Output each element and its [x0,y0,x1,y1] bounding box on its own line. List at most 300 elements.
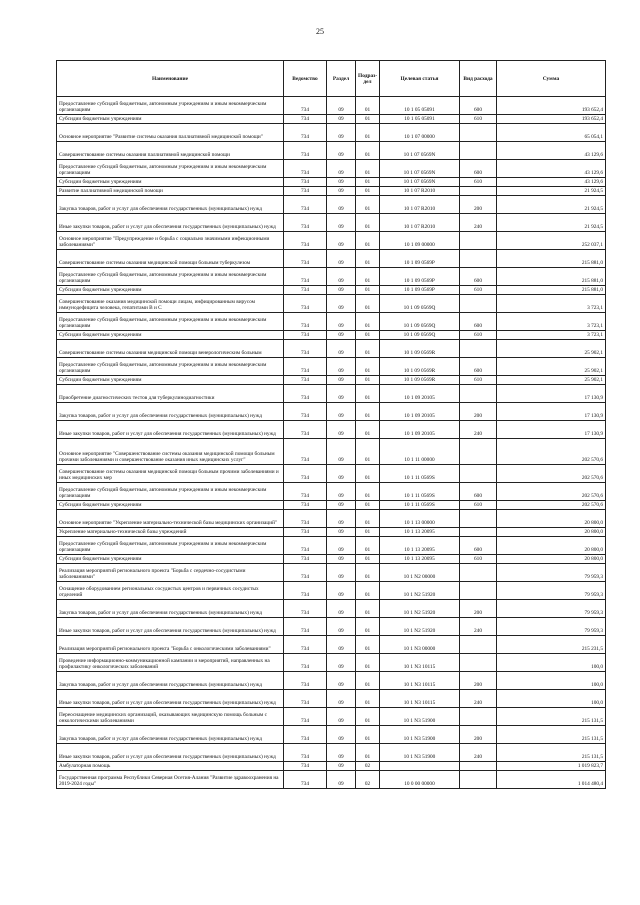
cell-podrazdel: 01 [356,618,380,636]
table-row [57,214,606,232]
cell-target: 10 1 09 00000 [380,232,460,250]
cell-sum: 202 570,6 [497,483,606,501]
cell-name: Основное мероприятие "Развитие системы оказания паллиативной медицинской помощи" [57,124,284,142]
cell-vid: 200 [460,196,497,214]
cell-razdel: 09 [327,555,356,564]
cell-target: 10 1 11 0569S [380,465,460,483]
cell-name: Амбулаторная помощь [57,762,284,771]
cell-vedomstvo: 734 [284,142,327,160]
cell-vedomstvo: 734 [284,214,327,232]
cell-podrazdel: 01 [356,600,380,618]
cell-name: Закупка товаров, работ и услуг для обеспечения государственных (муниципальных) нужд [57,726,284,744]
cell-podrazdel: 01 [356,708,380,726]
cell-podrazdel: 01 [356,124,380,142]
cell-name: Закупка товаров, работ и услуг для обеспечения государственных (муниципальных) нужд [57,600,284,618]
cell-podrazdel: 01 [356,97,380,115]
table-row [57,313,606,331]
cell-target: 10 1 07 R2010 [380,214,460,232]
cell-sum: 79 959,3 [497,600,606,618]
cell-name: Субсидии бюджетным учреждениям [57,115,284,124]
cell-vedomstvo: 734 [284,385,327,403]
cell-name: Приобретение диагностических тестов для туберкулинодиагностики [57,385,284,403]
table-header-row [57,61,606,97]
cell-podrazdel: 01 [356,340,380,358]
cell-name: Закупка товаров, работ и услуг для обеспечения государственных (муниципальных) нужд [57,672,284,690]
table-row [57,295,606,313]
table-row [57,142,606,160]
table-row [57,600,606,618]
cell-sum: 65 054,1 [497,124,606,142]
cell-podrazdel: 01 [356,483,380,501]
cell-vid: 240 [460,618,497,636]
table-row [57,97,606,115]
cell-vid: 610 [460,501,497,510]
header-vedomstvo: Ведомство [284,61,327,97]
table-row [57,268,606,286]
cell-vedomstvo: 734 [284,564,327,582]
table-row [57,331,606,340]
cell-sum: 17 130,9 [497,421,606,439]
cell-target: 10 1 N3 10115 [380,672,460,690]
cell-sum: 25 902,1 [497,376,606,385]
header-vid: Вид расхода [460,61,497,97]
cell-name: Субсидии бюджетным учреждениям [57,555,284,564]
cell-sum: 215 131,5 [497,726,606,744]
cell-target: 10 1 09 20105 [380,421,460,439]
cell-razdel: 09 [327,582,356,600]
cell-razdel: 09 [327,744,356,762]
cell-name: Совершенствование системы оказания медицинской помощи венерологическим больным [57,340,284,358]
cell-vedomstvo: 734 [284,636,327,654]
cell-podrazdel: 01 [356,376,380,385]
cell-razdel: 09 [327,331,356,340]
cell-vid [460,385,497,403]
cell-vedomstvo: 734 [284,501,327,510]
cell-vid: 610 [460,331,497,340]
cell-vid: 600 [460,313,497,331]
cell-target: 10 1 07 0569N [380,142,460,160]
cell-name: Иные закупки товаров, работ и услуг для обеспечения государственных (муниципальных) нужд [57,421,284,439]
cell-name: Закупка товаров, работ и услуг для обеспечения государственных (муниципальных) нужд [57,196,284,214]
table-row [57,501,606,510]
cell-vid: 240 [460,214,497,232]
cell-target: 10 1 09 0569R [380,340,460,358]
table-row [57,376,606,385]
cell-target: 10 1 07 0569N [380,178,460,187]
cell-vedomstvo: 734 [284,196,327,214]
cell-vid: 200 [460,672,497,690]
cell-name: Субсидии бюджетным учреждениям [57,286,284,295]
cell-podrazdel: 01 [356,187,380,196]
cell-podrazdel: 01 [356,313,380,331]
table-row [57,771,606,789]
cell-target: 10 1 09 0569Q [380,331,460,340]
table-body [57,97,606,789]
cell-target: 10 1 N3 51900 [380,708,460,726]
cell-razdel: 09 [327,600,356,618]
table-row [57,232,606,250]
cell-vedomstvo: 734 [284,708,327,726]
cell-razdel: 09 [327,385,356,403]
cell-vedomstvo: 734 [284,726,327,744]
cell-target: 10 1 N3 00000 [380,636,460,654]
cell-target: 10 1 13 00000 [380,510,460,528]
cell-vid: 200 [460,726,497,744]
table-row [57,726,606,744]
cell-target: 10 1 07 R2010 [380,187,460,196]
cell-name: Иные закупки товаров, работ и услуг для обеспечения государственных (муниципальных) нужд [57,744,284,762]
table-row [57,196,606,214]
cell-target: 10 1 N3 51900 [380,744,460,762]
cell-vedomstvo: 734 [284,528,327,537]
cell-vedomstvo: 734 [284,376,327,385]
cell-vid: 600 [460,483,497,501]
cell-podrazdel: 01 [356,726,380,744]
cell-sum: 79 959,3 [497,618,606,636]
cell-name: Реализация мероприятий регионального проекта "Борьба с сердечно-сосудистыми заболеваниями" [57,564,284,582]
cell-sum: 3 723,1 [497,313,606,331]
cell-vid [460,636,497,654]
table-row [57,555,606,564]
cell-podrazdel: 01 [356,142,380,160]
cell-podrazdel: 01 [356,465,380,483]
cell-vedomstvo: 734 [284,286,327,295]
cell-vedomstvo: 734 [284,403,327,421]
cell-target [380,762,460,771]
cell-podrazdel: 01 [356,232,380,250]
cell-target: 10 1 11 00000 [380,439,460,465]
cell-name: Предоставление субсидий бюджетным, автономным учреждениям и иным некоммерческим организациям [57,268,284,286]
cell-razdel: 09 [327,501,356,510]
cell-name: Государственная программа Республики Северная Осетия-Алания "Развитие здравоохранения на 2019-2024 годы" [57,771,284,789]
cell-podrazdel: 01 [356,214,380,232]
cell-podrazdel: 01 [356,582,380,600]
cell-vedomstvo: 734 [284,232,327,250]
table-row [57,286,606,295]
cell-target: 10 1 09 0569P [380,250,460,268]
cell-name: Субсидии бюджетным учреждениям [57,178,284,187]
cell-sum: 215 131,5 [497,744,606,762]
cell-vid [460,465,497,483]
cell-name: Проведение информационно-коммуникационной кампании и мероприятий, направленных на профилактику онкологических заболеваний [57,654,284,672]
cell-name: Предоставление субсидий бюджетным, автономным учреждениям и иным некоммерческим организациям [57,313,284,331]
cell-name: Предоставление субсидий бюджетным, автономным учреждениям и иным некоммерческим организациям [57,97,284,115]
cell-name: Предоставление субсидий бюджетным, автономным учреждениям и иным некоммерческим организациям [57,358,284,376]
cell-vid [460,564,497,582]
cell-name: Основное мероприятие "Предупреждение и борьба с социально значимыми инфекционными заболеваниями" [57,232,284,250]
cell-name: Основное мероприятие "Совершенствование системы оказания медицинской помощи больным прочими заболеваниями и совершенствование оказания иных медицинских услуг" [57,439,284,465]
cell-sum: 202 570,6 [497,501,606,510]
cell-target: 10 1 09 0569Q [380,295,460,313]
cell-target: 10 1 05 05091 [380,97,460,115]
cell-name: Основное мероприятие "Укрепление материально-технической базы медицинских организаций" [57,510,284,528]
cell-sum: 3 723,1 [497,295,606,313]
cell-vedomstvo: 734 [284,187,327,196]
cell-razdel: 09 [327,439,356,465]
cell-razdel: 09 [327,232,356,250]
table-row [57,762,606,771]
cell-sum: 193 652,4 [497,115,606,124]
cell-vedomstvo: 734 [284,250,327,268]
cell-razdel: 09 [327,690,356,708]
cell-target: 10 1 05 05091 [380,115,460,124]
cell-vedomstvo: 734 [284,268,327,286]
cell-vedomstvo: 734 [284,421,327,439]
header-razdel: Раздел [327,61,356,97]
cell-vid: 610 [460,555,497,564]
cell-sum: 79 959,3 [497,582,606,600]
cell-vid: 200 [460,600,497,618]
cell-vedomstvo: 734 [284,331,327,340]
cell-razdel: 09 [327,340,356,358]
cell-vid [460,232,497,250]
cell-sum: 215 881,0 [497,268,606,286]
cell-sum: 215 231,5 [497,636,606,654]
cell-vid [460,528,497,537]
cell-target: 10 1 09 20105 [380,403,460,421]
cell-razdel: 09 [327,268,356,286]
cell-target: 10 1 13 20095 [380,528,460,537]
cell-razdel: 09 [327,564,356,582]
table-row [57,537,606,555]
cell-vid [460,771,497,789]
cell-vid [460,187,497,196]
cell-vedomstvo: 734 [284,124,327,142]
cell-name: Реализация мероприятий регионального проекта "Борьба с онкологическими заболеваниями" [57,636,284,654]
cell-sum: 202 570,6 [497,439,606,465]
cell-target: 10 1 09 0569R [380,376,460,385]
cell-podrazdel: 01 [356,115,380,124]
cell-razdel: 09 [327,196,356,214]
cell-vid: 240 [460,690,497,708]
cell-razdel: 09 [327,250,356,268]
cell-vid: 600 [460,97,497,115]
table-row [57,708,606,726]
cell-sum: 215 881,0 [497,250,606,268]
cell-razdel: 09 [327,528,356,537]
cell-vid [460,340,497,358]
cell-podrazdel: 01 [356,385,380,403]
cell-razdel: 09 [327,762,356,771]
cell-target: 10 1 07 0569N [380,160,460,178]
cell-target: 10 1 09 0569P [380,268,460,286]
cell-sum: 252 037,1 [497,232,606,250]
cell-target: 10 1 N2 51920 [380,618,460,636]
page-number: 25 [316,27,324,36]
table-row [57,250,606,268]
cell-target: 10 1 11 0569S [380,501,460,510]
table-row [57,465,606,483]
cell-target: 10 1 N2 00000 [380,564,460,582]
table-row [57,744,606,762]
cell-vedomstvo: 734 [284,510,327,528]
cell-sum: 43 129,6 [497,142,606,160]
cell-vedomstvo: 734 [284,618,327,636]
cell-vid: 600 [460,268,497,286]
cell-vedomstvo: 734 [284,295,327,313]
cell-razdel: 09 [327,510,356,528]
cell-name: Совершенствование системы оказания медицинской помощи больным прочими заболеваниями и иных медицинских мер [57,465,284,483]
cell-podrazdel: 01 [356,160,380,178]
cell-vid: 610 [460,376,497,385]
cell-sum: 100,0 [497,672,606,690]
cell-razdel: 09 [327,708,356,726]
table-row [57,124,606,142]
cell-target: 10 1 09 0569R [380,358,460,376]
cell-name: Предоставление субсидий бюджетным, автономным учреждениям и иным некоммерческим организациям [57,160,284,178]
cell-razdel: 09 [327,672,356,690]
table-row [57,403,606,421]
cell-razdel: 09 [327,115,356,124]
table-row [57,582,606,600]
cell-name: Субсидии бюджетным учреждениям [57,376,284,385]
cell-vedomstvo: 734 [284,483,327,501]
cell-sum: 25 902,1 [497,358,606,376]
table-row [57,654,606,672]
table-row [57,690,606,708]
cell-sum: 21 924,5 [497,187,606,196]
cell-name: Совершенствование оказания медицинской помощи лицам, инфицированным вирусом иммунодефицита человека, гепатитами В и С [57,295,284,313]
table-row [57,636,606,654]
cell-vid [460,124,497,142]
cell-podrazdel: 01 [356,268,380,286]
cell-target: 10 1 N3 10115 [380,654,460,672]
cell-target: 10 1 07 00000 [380,124,460,142]
cell-podrazdel: 01 [356,331,380,340]
cell-podrazdel: 01 [356,564,380,582]
table-row [57,385,606,403]
cell-sum: 79 959,3 [497,564,606,582]
cell-vedomstvo: 734 [284,600,327,618]
cell-vid [460,708,497,726]
cell-podrazdel: 01 [356,537,380,555]
table-row [57,160,606,178]
cell-vid [460,654,497,672]
cell-name: Иные закупки товаров, работ и услуг для обеспечения государственных (муниципальных) нужд [57,618,284,636]
table-row [57,439,606,465]
cell-razdel: 09 [327,124,356,142]
cell-podrazdel: 02 [356,762,380,771]
cell-razdel: 09 [327,286,356,295]
cell-vid: 600 [460,358,497,376]
table-row [57,178,606,187]
table-row [57,510,606,528]
table-row [57,340,606,358]
cell-vid: 610 [460,178,497,187]
cell-razdel: 09 [327,618,356,636]
cell-razdel: 09 [327,313,356,331]
cell-sum: 43 129,6 [497,160,606,178]
cell-sum: 20 800,0 [497,510,606,528]
table-row [57,358,606,376]
cell-podrazdel: 01 [356,358,380,376]
cell-vid: 610 [460,115,497,124]
cell-podrazdel: 01 [356,196,380,214]
cell-vid [460,582,497,600]
cell-name: Укрепление материально-технической базы учреждений [57,528,284,537]
cell-name: Предоставление субсидий бюджетным, автономным учреждениям и иным некоммерческим организациям [57,483,284,501]
cell-name: Субсидии бюджетным учреждениям [57,331,284,340]
cell-target: 10 1 09 0569P [380,286,460,295]
budget-table [56,60,606,789]
cell-sum: 215 881,0 [497,286,606,295]
cell-vedomstvo: 734 [284,160,327,178]
cell-podrazdel: 01 [356,178,380,187]
cell-sum: 20 800,0 [497,537,606,555]
cell-podrazdel: 01 [356,286,380,295]
cell-sum: 25 902,1 [497,340,606,358]
cell-sum: 17 130,9 [497,403,606,421]
cell-sum: 193 652,4 [497,97,606,115]
cell-vid: 240 [460,744,497,762]
table-row [57,672,606,690]
cell-name: Переоснащение медицинских организаций, оказывающих медицинскую помощь больным с онкологическими заболеваниями [57,708,284,726]
cell-vedomstvo: 734 [284,654,327,672]
cell-vid [460,295,497,313]
cell-vedomstvo: 734 [284,358,327,376]
cell-podrazdel: 01 [356,295,380,313]
cell-podrazdel: 01 [356,421,380,439]
cell-target: 10 1 N3 51900 [380,726,460,744]
cell-vid: 600 [460,160,497,178]
cell-sum: 1 019 823,7 [497,762,606,771]
cell-vedomstvo: 734 [284,340,327,358]
cell-vid: 600 [460,537,497,555]
table-row [57,564,606,582]
cell-podrazdel: 01 [356,439,380,465]
cell-name: Закупка товаров, работ и услуг для обеспечения государственных (муниципальных) нужд [57,403,284,421]
cell-razdel: 09 [327,97,356,115]
cell-target: 10 1 13 20095 [380,555,460,564]
cell-target: 10 1 N2 51920 [380,600,460,618]
cell-razdel: 09 [327,726,356,744]
cell-sum: 100,0 [497,690,606,708]
cell-name: Предоставление субсидий бюджетным, автономным учреждениям и иным некоммерческим организациям [57,537,284,555]
cell-name: Иные закупки товаров, работ и услуг для обеспечения государственных (муниципальных) нужд [57,214,284,232]
cell-razdel: 09 [327,142,356,160]
cell-razdel: 09 [327,465,356,483]
cell-vid [460,250,497,268]
cell-name: Совершенствование системы оказания паллиативной медицинской помощи [57,142,284,160]
table-row [57,618,606,636]
cell-podrazdel: 01 [356,510,380,528]
table-row [57,421,606,439]
cell-name: Развитие паллиативной медицинской помощи [57,187,284,196]
table-row [57,483,606,501]
cell-razdel: 09 [327,537,356,555]
cell-vedomstvo: 734 [284,771,327,789]
cell-name: Оснащение оборудованием региональных сосудистых центров и первичных сосудистых отделений [57,582,284,600]
cell-razdel: 09 [327,771,356,789]
cell-razdel: 09 [327,358,356,376]
cell-podrazdel: 01 [356,690,380,708]
cell-vedomstvo: 734 [284,178,327,187]
cell-podrazdel: 01 [356,636,380,654]
cell-vedomstvo: 734 [284,555,327,564]
cell-vid [460,762,497,771]
cell-sum: 3 723,1 [497,331,606,340]
cell-razdel: 09 [327,178,356,187]
table-row [57,187,606,196]
cell-target: 10 1 N2 51920 [380,582,460,600]
cell-vedomstvo: 734 [284,465,327,483]
cell-razdel: 09 [327,376,356,385]
cell-podrazdel: 01 [356,744,380,762]
cell-sum: 100,0 [497,654,606,672]
cell-vedomstvo: 734 [284,313,327,331]
cell-sum: 20 800,0 [497,528,606,537]
cell-podrazdel: 01 [356,672,380,690]
